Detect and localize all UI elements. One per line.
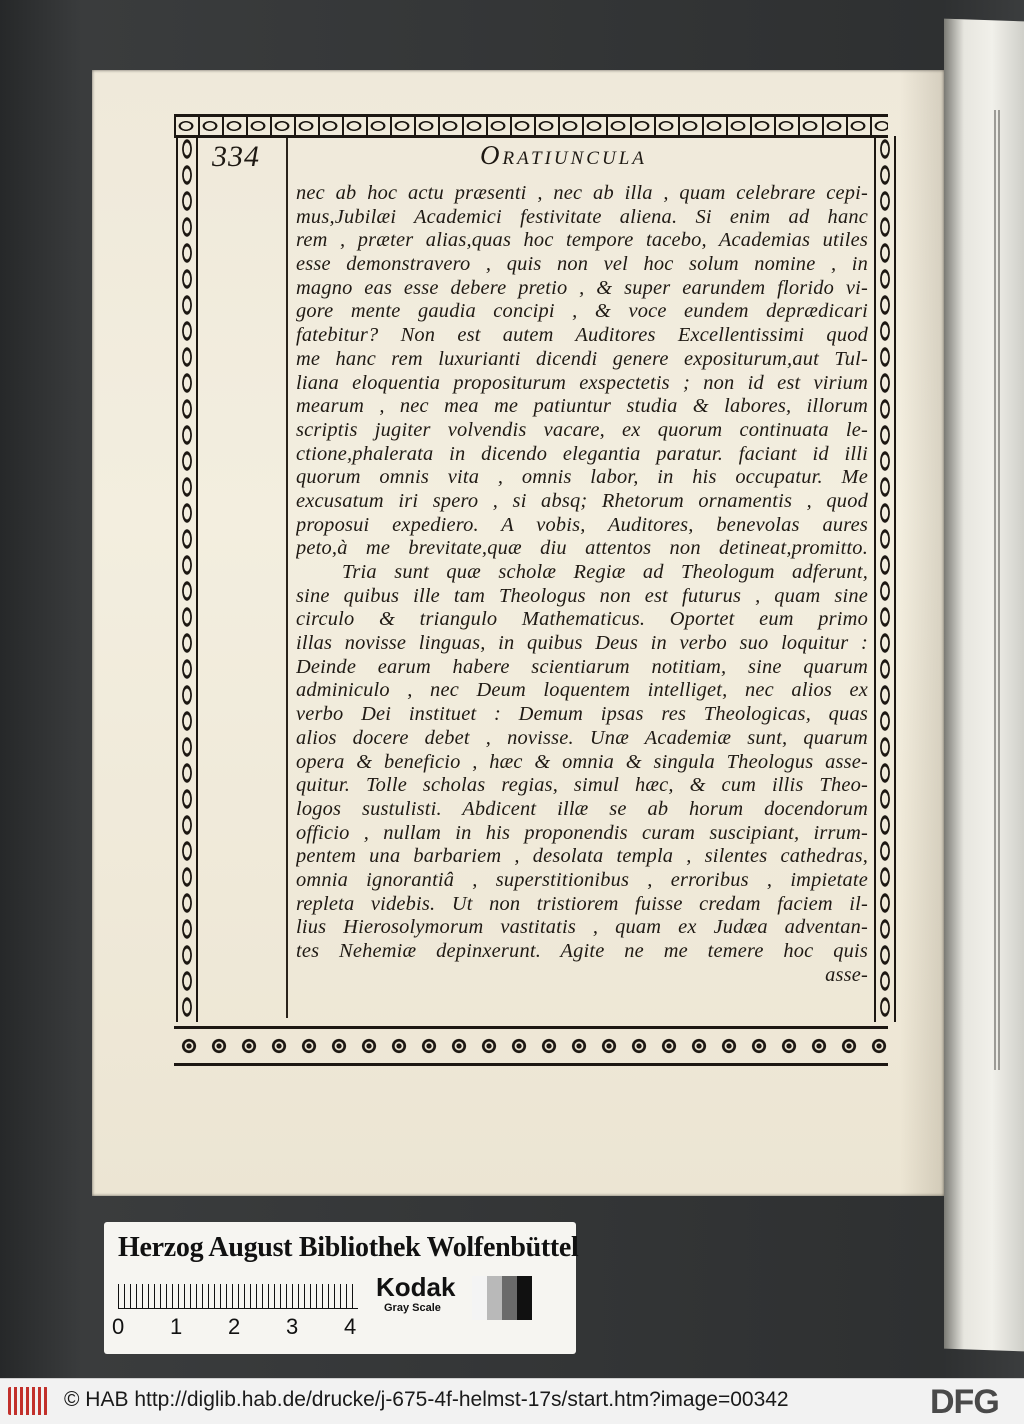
text-line: peto,à me brevitate,quæ diu attentos non detineat,promitto. [296,537,868,560]
text-line: circulo & triangulo Mathematicus. Oportet eum primo [296,608,868,631]
gray-patch [517,1276,532,1320]
text-line: liana eloquentia propositurum exspectetis ; non id est virium [296,371,868,394]
text-line: quitur. Tolle scholas regias, simul hæc, & cum illis Theo- [296,774,868,797]
hab-logo-icon [8,1387,48,1415]
body-text [296,182,868,987]
text-line: alios docere debet , novisse. Unæ Academiæ sunt, quarum [296,726,868,749]
text-line: esse demonstravero , quis non vel hoc solum nomine , in [296,253,868,276]
text-line: gore mente gaudia concipi , & voce eundem deprædicari [296,300,868,323]
text-line: adminiculo , nec Deum loquentem intelliget, nec alios ex [296,679,868,702]
text-line: omnia ignorantiâ , superstitionibus , erroribus , impietate [296,868,868,891]
ornamental-border-right [874,136,896,1022]
gray-scale-caption: Gray Scale [384,1302,441,1314]
page-gutter-shadow [900,70,944,1196]
catchword: asse- [825,963,868,986]
gray-scale-patches [472,1276,532,1320]
text-line: ctione,phalerata in dicendo elegantia paratur. faciant id illi [296,442,868,465]
margin-rule [286,138,288,1018]
text-line: pentem una barbariem , desolata templa , silentes cathedras, [296,845,868,868]
text-line: illas novisse linguas, in quibus Deus in verbo suo loquitur : [296,632,868,655]
text-line: lius Hierosolymorum vastitatis , quam ex Judæa adventan- [296,916,868,939]
text-line: tes Nehemiæ depinxerunt. Agite ne me temere hoc quis [296,940,868,962]
library-scale-label [104,1222,579,1354]
text-line: repleta videbis. Ut non tristiorem fuisse credam faciem il- [296,892,868,915]
text-line: Deinde earum habere scientiarum notitiam, sine quarum [296,655,868,678]
ornamental-border-bottom [174,1026,888,1066]
text-line: Tria sunt quæ scholæ Regiæ ad Theologum adferunt, [342,561,868,583]
ruler-number: 0 [112,1314,125,1339]
text-line: mearum , nec mea me patiuntur studia & labores, illorum [296,395,868,418]
gray-patch [487,1276,502,1320]
text-line: magno eas esse debere pretio , & super earundem florido vi- [296,276,868,299]
gray-patch [502,1276,517,1320]
text-line: me hanc rem luxurianti dicendi genere expositurum,aut Tul- [296,347,868,370]
text-line: quorum omnis vita , omnis labor, in his occupatur. Me [296,466,868,489]
ruler-number: 2 [228,1314,241,1339]
text-line: verbo Dei instituet : Demum ipsas res Theologicas, quas [296,703,868,726]
ruler-number: 1 [170,1314,183,1339]
library-name: Herzog August Bibliothek Wolfenbüttel [118,1232,579,1263]
ornamental-border-top [174,114,888,138]
ruler-number: 4 [344,1314,357,1339]
text-line: nec ab hoc actu præsenti , nec ab illa , quam celebrare cepi- [296,182,868,204]
text-line: sine quibus ille tam Theologus non est futurus , quam sine [296,584,868,607]
footer-url[interactable]: © HAB http://diglib.hab.de/drucke/j-675-4f-helmst-17s/start.htm?image=00342 [64,1388,789,1411]
text-line: rem , præter alias,quas hoc tempore tacebo, Academias utiles [296,229,868,252]
text-line: excusatum iri spero , si absq; Rhetorum ornamentis , quod [296,489,868,512]
footer-bar [0,1378,1024,1424]
running-head: Oratiuncula [480,140,647,170]
dfg-logo: DFG [930,1383,999,1421]
gray-patch [472,1276,487,1320]
ornamental-border-left [176,136,198,1022]
text-line: opera & beneficio , hæc & omnia & singula Theologus asse- [296,750,868,773]
text-line: proposui expediero. A vobis, Auditores, benevolas aures [296,513,868,536]
adjacent-page-ornament [994,110,1024,1070]
text-line: officio , nullam in his proponendis curam suscipiant, irrum- [296,821,868,844]
text-line: logos sustulisti. Abdicent illæ se ab horum docendorum [296,797,868,820]
page-number: 334 [212,140,260,173]
kodak-logo: Kodak [376,1272,456,1302]
text-line: fatebitur? Non est autem Auditores Excellentissimi quod [296,324,868,347]
ruler [112,1284,358,1339]
text-line: scriptis jugiter volvendis vacare, ex quorum continuata le- [296,418,868,441]
ruler-number: 3 [286,1314,299,1339]
ruler-ticks [118,1284,358,1309]
text-line: mus,Jubilæi Academici festivitate aliena. Si enim ad hanc [296,205,868,228]
